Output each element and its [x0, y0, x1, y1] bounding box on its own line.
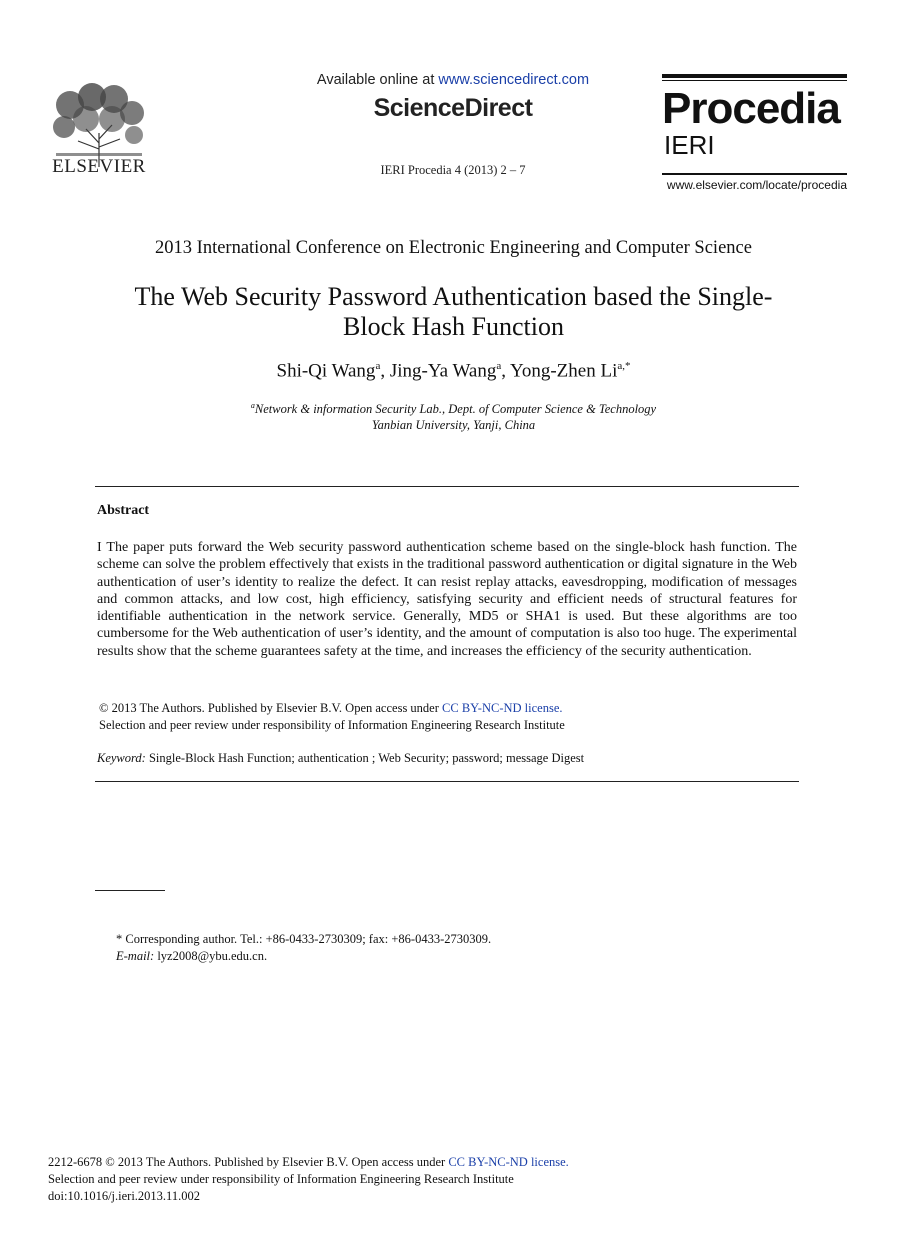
title-line-1: The Web Security Password Authentication based the Single-: [134, 282, 773, 311]
author-name: Jing-Ya Wang: [389, 360, 497, 382]
abstract-top-rule: [95, 486, 799, 487]
author-list: [80, 360, 827, 382]
footer-peer-review: Selection and peer review under responsibility of Information Engineering Research Institute: [48, 1172, 514, 1186]
issn-copyright: 2212-6678 © 2013 The Authors. Published by Elsevier B.V. Open access under: [48, 1155, 449, 1169]
affiliation-line-1: Network & information Security Lab., Dept. of Computer Science & Technology: [254, 402, 657, 417]
paper-title: [80, 282, 827, 342]
journal-subtitle: IERI: [664, 130, 715, 160]
keywords-line: [97, 751, 584, 766]
journal-title: Procedia: [662, 84, 840, 133]
email-label: E-mail:: [116, 949, 155, 963]
author-affil-marker: a,*: [617, 360, 631, 372]
abstract-body: I The paper puts forward the Web security password authentication scheme based on the single-block hash function. The scheme can solve the problem effectively that exists in the traditional password authentication or digital signature in the Web authentication of user’s identity to realize the defect. It can resist replay attacks, eavesdropping, modification of messages and common attacks, and low cost, high efficiency, satisfying security and efficient needs of structural features for identifiable authentication in the network service. Generally, MD5 or SHA1 is used. But these algorithms are too cumbersome for the Web authentication of user’s identity, and the amount of computation is also too huge. The experimental results show that the scheme guarantees safety at the time, and increases the efficiency of the security authentication.: [97, 540, 797, 659]
peer-review-statement: Selection and peer review under responsibility of Information Engineering Research Institute: [99, 718, 565, 732]
available-online-line: [180, 72, 726, 88]
affiliation-line-2: Yanbian University, Yanji, China: [371, 418, 536, 433]
available-prefix: Available online at: [316, 72, 439, 88]
journal-url[interactable]: www.elsevier.com/locate/procedia: [666, 178, 847, 192]
footnote-rule: [95, 890, 165, 891]
corresponding-author: * Corresponding author. Tel.: +86-0433-2730309; fax: +86-0433-2730309.: [116, 932, 492, 946]
procedia-top-rule-thin: [662, 80, 847, 81]
title-line-2: Block Hash Function: [343, 312, 564, 341]
author-name: Yong-Zhen Li: [510, 360, 618, 382]
journal-reference: IERI Procedia 4 (2013) 2 – 7: [380, 163, 526, 177]
procedia-top-rule: [662, 74, 847, 78]
publisher-wordmark: ELSEVIER: [52, 156, 146, 177]
sciencedirect-link[interactable]: www.sciencedirect.com: [438, 72, 590, 88]
page-footer: [48, 1154, 569, 1205]
copyright-block: [99, 700, 565, 734]
author-affil-marker: a: [375, 360, 381, 372]
license-link[interactable]: CC BY-NC-ND license.: [442, 701, 563, 715]
copyright-text: © 2013 The Authors. Published by Elsevier B.V. Open access under: [99, 701, 443, 715]
author-name: Shi-Qi Wang: [276, 360, 376, 382]
author-separator: ,: [501, 360, 511, 382]
abstract-bottom-rule: [95, 781, 799, 782]
abstract-heading: Abstract: [97, 503, 150, 518]
footnote: [116, 931, 491, 965]
author-affil-marker: a: [496, 360, 502, 372]
affiliation-marker: a: [250, 401, 255, 410]
keyword-list: Single-Block Hash Function; authentication ; Web Security; password; message Digest: [145, 751, 585, 765]
procedia-bottom-rule: [662, 173, 847, 175]
footer-license-link[interactable]: CC BY-NC-ND license.: [448, 1155, 569, 1169]
email-address[interactable]: lyz2008@ybu.edu.cn.: [154, 949, 268, 963]
keyword-label: Keyword:: [97, 751, 146, 765]
platform-name: ScienceDirect: [373, 94, 533, 122]
affiliation: [80, 398, 827, 433]
author-separator: ,: [380, 360, 390, 382]
doi[interactable]: doi:10.1016/j.ieri.2013.11.002: [48, 1189, 200, 1203]
conference-name: 2013 International Conference on Electronic Engineering and Computer Science: [155, 238, 752, 258]
